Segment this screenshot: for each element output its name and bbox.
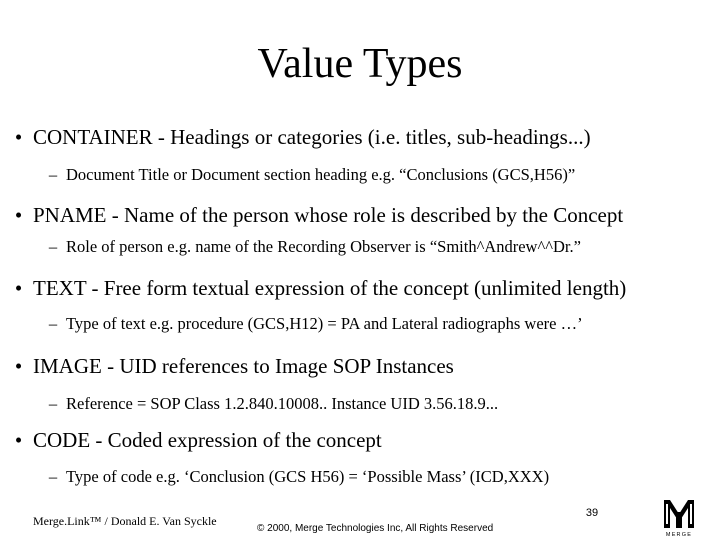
sub-bullet-text: Reference = SOP Class 1.2.840.10008.. Instance UID 3.56.18.9... bbox=[66, 394, 499, 413]
sub-bullet-pname bbox=[40, 237, 581, 257]
bullet-symbol: • bbox=[14, 203, 23, 227]
page-number: 39 bbox=[585, 507, 599, 519]
dash-symbol: – bbox=[48, 314, 58, 333]
logo-text: MERGE bbox=[665, 532, 693, 538]
bullet-text: CODE - Coded expression of the concept bbox=[33, 428, 382, 452]
dash-symbol: – bbox=[48, 467, 58, 486]
sub-bullet-text: Document Title or Document section heading e.g. “Conclusions (GCS,H56)” bbox=[66, 165, 576, 184]
dash-symbol: – bbox=[48, 237, 58, 256]
sub-bullet-text-type bbox=[40, 314, 583, 334]
footer-author: Merge.Link™ / Donald E. Van Syckle bbox=[33, 514, 217, 528]
bullet-pname bbox=[4, 202, 623, 228]
bullet-symbol: • bbox=[14, 125, 23, 149]
bullet-symbol: • bbox=[14, 276, 23, 300]
dash-symbol: – bbox=[48, 165, 58, 184]
sub-bullet-text: Role of person e.g. name of the Recording Observer is “Smith^Andrew^^Dr.” bbox=[66, 237, 581, 256]
sub-bullet-code bbox=[40, 467, 549, 487]
bullet-container bbox=[4, 124, 591, 150]
slide-title: Value Types bbox=[257, 41, 463, 87]
bullet-symbol: • bbox=[14, 428, 23, 452]
bullet-text: TEXT - Free form textual expression of the concept (unlimited length) bbox=[33, 276, 627, 300]
sub-bullet-text: Type of code e.g. ‘Conclusion (GCS H56) = ‘Possible Mass’ (ICD,XXX) bbox=[66, 467, 550, 486]
bullet-image bbox=[4, 353, 454, 379]
bullet-code bbox=[4, 427, 382, 453]
bullet-text-type bbox=[4, 275, 626, 301]
bullet-text: PNAME - Name of the person whose role is described by the Concept bbox=[33, 203, 624, 227]
sub-bullet-image bbox=[40, 394, 498, 414]
bullet-text: CONTAINER - Headings or categories (i.e. titles, sub-headings...) bbox=[33, 125, 591, 149]
bullet-text: IMAGE - UID references to Image SOP Instances bbox=[33, 354, 454, 378]
sub-bullet-text: Type of text e.g. procedure (GCS,H12) = PA and Lateral radiographs were …’ bbox=[66, 314, 583, 333]
merge-logo-icon bbox=[661, 498, 697, 538]
sub-bullet-container bbox=[40, 165, 575, 185]
dash-symbol: – bbox=[48, 394, 58, 413]
bullet-symbol: • bbox=[14, 354, 23, 378]
footer-copyright: © 2000, Merge Technologies Inc, All Rights Reserved bbox=[257, 523, 494, 534]
